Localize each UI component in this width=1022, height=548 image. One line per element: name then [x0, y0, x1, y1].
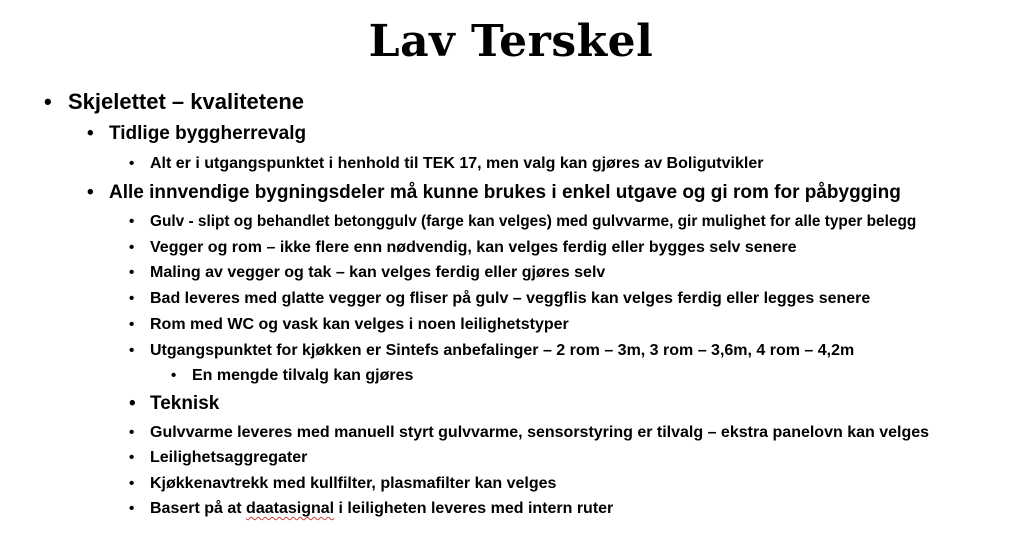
bullet-text: Alle innvendige bygningsdeler må kunne brukes i enkel utgave og gi rom for påbygging: [109, 182, 901, 203]
bullet-dot: •: [129, 424, 135, 441]
bullet-dot: •: [129, 290, 135, 307]
bullet-dot: •: [129, 475, 135, 492]
bullet-dot: •: [87, 123, 94, 144]
bullet-text: Bad leveres med glatte vegger og fliser på gulv – veggflis kan velges ferdig eller legges senere: [150, 290, 871, 307]
bullet-dot: •: [129, 155, 135, 172]
text-before: Basert på at: [150, 500, 247, 517]
bullet-text: Gulv - slipt og behandlet betonggulv (farge kan velges) med gulvvarme, gir mulighet for alle typer belegg: [150, 213, 917, 230]
bullet-text: Vegger og rom – ikke flere enn nødvendig, kan velges ferdig eller bygges selv senere: [150, 239, 797, 256]
bullet-dot: •: [129, 213, 135, 230]
bullet-text: Leilighetsaggregater: [150, 449, 308, 466]
bullet-dot: •: [129, 264, 135, 281]
bullet-dot: •: [129, 316, 135, 333]
bullet-dot: •: [129, 449, 135, 466]
text-after: i leiligheten leveres med intern ruter: [334, 500, 614, 517]
bullet-text: Alt er i utgangspunktet i henhold til TEK 17, men valg kan gjøres av Boligutvikler: [150, 155, 764, 172]
bullet-text: Skjelettet – kvalitetene: [68, 89, 305, 114]
bullet-text: [150, 498, 613, 520]
bullet-dot: •: [129, 342, 135, 359]
bullet-dot: •: [129, 500, 135, 517]
misspelled-word[interactable]: daatasignal: [246, 500, 335, 517]
bullet-dot: •: [171, 367, 177, 384]
bullet-dot: •: [129, 239, 135, 256]
slide-title: Lav Terskel: [368, 16, 654, 67]
bullet-text: Maling av vegger og tak – kan velges ferdig eller gjøres selv: [150, 264, 606, 281]
bullet-text: Gulvvarme leveres med manuell styrt gulvvarme, sensorstyring er tilvalg – ekstra panelovn kan velges: [150, 424, 930, 441]
bullet-text: Teknisk: [150, 393, 220, 414]
bullet-text: Kjøkkenavtrekk med kullfilter, plasmafilter kan velges: [150, 475, 557, 492]
bullet-text: Rom med WC og vask kan velges i noen leilighetstyper: [150, 316, 569, 333]
bullet-text: Tidlige byggherrevalg: [109, 123, 307, 144]
bullet-dot: •: [44, 89, 52, 114]
bullet-dot: •: [129, 393, 136, 414]
bullet-dot: •: [87, 182, 94, 203]
bullet-text: Utgangspunktet for kjøkken er Sintefs anbefalinger – 2 rom – 3m, 3 rom – 3,6m, 4 rom – 4,2m: [150, 342, 855, 359]
bullet-text: En mengde tilvalg kan gjøres: [192, 367, 414, 384]
